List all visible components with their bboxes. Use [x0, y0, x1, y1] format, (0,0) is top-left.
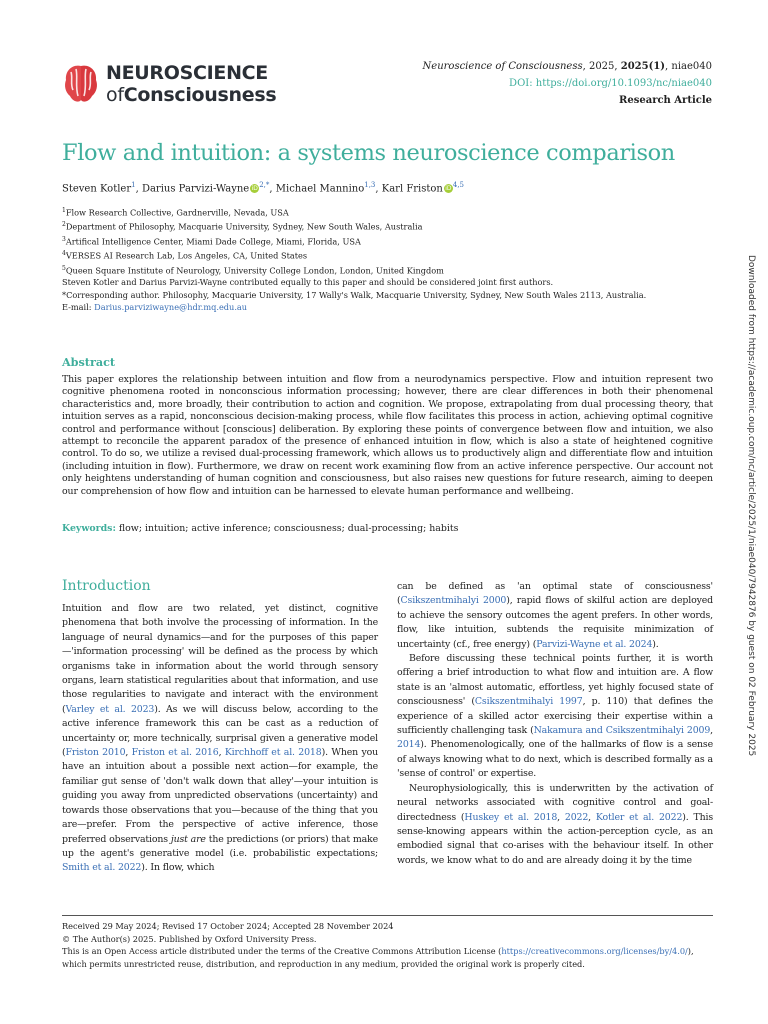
intro-paragraph-1: Intuition and flow are two related, yet distinct, cognitive phenomena that both involve the processing of information. In the language of neural dynamics—and for the purposes of this paper—'information processing' will be defined as the process by which organisms take in information about the world through sensory organs, learn statistical regularities about that information, and use those regularities to navigate and interact with the environment (Varley et al. 2023). As we will discuss below, according to the active inference framework this can be cast as a reduction of uncertainty or, more technically, surprisal given a generative model (Friston 2010, Friston et al. 2016, Kirchhoff et al. 2018). When you have an intuition about a possible next action—for example, the familiar gut sense of 'don't walk down that alley'—your intuition is guiding you away from unpredicted observations (uncertainty) and towards those observations that you—because of the thing that you are—prefer. From the perspective of active inference, those preferred observations just are the predictions (or priors) that make up the agent's generative model (i.e. probabilistic expectations; Smith et al. 2022). In flow, which	[62, 603, 378, 874]
intro-paragraph-1-cont: can be defined as 'an optimal state of consciousness' (Csikszentmihalyi 2000), rapid flows of skilful action are deployed to achieve the sensory outcomes the agent prefers. In other words, flow, like intuition, subtends the requisite minimization of uncertainty (cf., free energy) (Parvizi-Wayne et al. 2024).	[397, 581, 714, 650]
citation-volume: 2025(1)	[620, 61, 666, 72]
intro-column-right	[397, 580, 713, 868]
citation-link[interactable]: Kotler et al. 2022	[595, 811, 683, 823]
citation-link[interactable]: Varley et al. 2023	[65, 703, 155, 715]
affiliation-text: Queen Square Institute of Neurology, University College London, London, United Kingdom	[65, 265, 444, 276]
article-footer	[62, 920, 713, 970]
journal-logo[interactable]	[62, 60, 277, 108]
citation-link[interactable]: Nakamura and Csikszentmihalyi 2009	[533, 725, 711, 737]
logo-title-line1: NEUROSCIENCE	[106, 62, 268, 84]
author-notes	[62, 276, 646, 314]
author-affiliation-marker: 4,5	[452, 181, 465, 189]
abstract-heading: Abstract	[62, 355, 116, 369]
affiliation-number: 5	[62, 264, 66, 272]
article-type: Research Article	[619, 95, 712, 106]
citation-link[interactable]: Friston 2010	[65, 747, 126, 759]
intro-paragraph-2: Before discussing these technical points further, it is worth offering a brief introduction to what flow and intuition are. A flow state is an 'almost automatic, effortless, yet highly focused state of consciousness' (Csikszentmihalyi 1997, p. 110) that defines the experience of a skilled actor exercising their expertise within a sufficiently challenging task (Nakamura and Csikszentmihalyi 2009, 2014). Phenomenologically, one of the hallmarks of flow is a sense of always knowing what to do next, which is described formally as a 'sense of control' or expertise.	[397, 653, 714, 780]
doi-link[interactable]: DOI: https://doi.org/10.1093/nc/niae040	[509, 78, 712, 89]
license-post: ), which permits unrestricted reuse, distribution, and reproduction in any medium, provided the original work is properly cited.	[62, 946, 694, 969]
affiliation-number: 4	[62, 250, 66, 258]
keywords	[62, 523, 458, 534]
affiliation-number: 1	[62, 207, 66, 214]
affiliation-item	[62, 248, 444, 262]
affiliations	[62, 205, 444, 277]
affiliation-number: 3	[62, 235, 66, 243]
citation-id: , niae040	[665, 61, 712, 72]
joint-authorship-note: Steven Kotler and Darius Parvizi-Wayne contributed equally to this paper and should be considered joint first authors.	[62, 277, 554, 287]
journal-name: Neuroscience of Consciousness	[422, 61, 583, 72]
citation-link[interactable]: Parvizi-Wayne et al. 2024	[536, 638, 653, 650]
article-title: Flow and intuition: a systems neuroscience comparison	[62, 140, 675, 166]
article-dates: Received 29 May 2024; Revised 17 October 2024; Accepted 28 November 2024	[62, 921, 394, 931]
author-list: Steven Kotler$^1$, Darius Parvizi-Wayne $iD^{2,*}$, Michael Mannino$^{1,3}$, Karl Friston iD$^{4,5}$	[62, 181, 465, 195]
author-name[interactable]: Darius Parvizi-Wayne	[141, 183, 250, 195]
orcid-icon[interactable]: iD	[445, 185, 452, 193]
intro-paragraph-3: Neurophysiologically, this is underwritten by the activation of neural networks associated with cognitive control and goal-directedness (Huskey et al. 2018, 2022, Kotler et al. 2022). This sense-knowing appears within the action-perception cycle, as an embodied signal that co-arises with the behaviour itself. In other words, we know what to do and are already doing it by the time	[397, 782, 713, 866]
logo-title-line2	[106, 84, 276, 106]
email-label: E-mail:	[62, 302, 95, 313]
affiliation-item	[62, 219, 444, 233]
citation-link[interactable]: 2014	[397, 739, 421, 751]
citation-year: , 2025,	[582, 61, 621, 72]
affiliation-text: VERSES AI Research Lab, Los Angeles, CA, United States	[65, 251, 308, 262]
journal-meta	[423, 58, 712, 109]
author-affiliation-marker: 2,*	[259, 181, 270, 189]
logo-prefix: of	[106, 84, 124, 106]
citation-link[interactable]: 2022	[564, 811, 589, 823]
author-name[interactable]: Karl Friston	[381, 183, 443, 195]
intro-column-left	[62, 602, 378, 876]
keywords-label: Keywords:	[62, 523, 116, 534]
affiliation-text: Artifical Intelligence Center, Miami Dade College, Miami, Florida, USA	[65, 236, 361, 247]
affiliation-item	[62, 234, 444, 248]
email-link[interactable]: Darius.parviziwayne@hdr.mq.edu.au	[94, 302, 248, 313]
affiliation-text: Flow Research Collective, Gardnerville, Nevada, USA	[65, 207, 289, 218]
affiliation-item	[62, 205, 444, 219]
keywords-text: flow; intuition; active inference; consciousness; dual-processing; habits	[118, 523, 459, 534]
logo-main: Consciousness	[123, 84, 277, 106]
author-affiliation-marker: 1,3	[364, 181, 376, 189]
brain-logo-icon	[62, 62, 100, 104]
introduction-heading: Introduction	[62, 578, 151, 594]
affiliation-number: 2	[62, 221, 66, 229]
author-name[interactable]: Steven Kotler	[62, 183, 132, 195]
download-watermark: Downloaded from https://academic.oup.com/nc/article/2025/1/niae040/7942876 by guest on 02 February 2025	[746, 255, 756, 757]
citation-line	[423, 58, 712, 75]
citation-link[interactable]: Csikszentmihalyi 1997	[474, 696, 583, 708]
citation-link[interactable]: Smith et al. 2022	[62, 862, 142, 874]
citation-link[interactable]: Friston et al. 2016	[131, 747, 219, 759]
license-pre: This is an Open Access article distributed under the terms of the Creative Commons Attribution License (	[62, 946, 502, 956]
copyright: © The Author(s) 2025. Published by Oxford University Press.	[62, 933, 317, 944]
citation-link[interactable]: Kirchhoff et al. 2018	[224, 747, 322, 759]
orcid-icon[interactable]: iD	[251, 185, 258, 193]
emphasis-text: just are	[170, 833, 206, 845]
abstract-text: This paper explores the relationship between intuition and flow from a neurodynamics perspective. Flow and intuition represent two cognitive phenomena rooted in nonconscious information processing; however, there are clear differences in both their phenomenal characteristics and, more broadly, their contribution to action and cognition. We propose, extrapolating from dual processing theory, that intuition serves as a rapid, nonconscious decision-making process, while flow facilitates this process in action, achieving optimal cognitive control and performance without [conscious] deliberation. By exploring these points of convergence between flow and intuition, we also attempt to reconcile the apparent paradox of the presence of enhanced intuition in flow, which is also a state of heightened cognitive control. To do so, we utilize a revised dual-processing framework, which allows us to productively align and differentiate flow and intuition (including intuition in flow). Furthermore, we draw on recent work examining flow from an active inference perspective. Our account not only heightens understanding of human cognition and consciousness, but also raises new questions for future research, aiming to deepen our comprehension of how flow and intuition can be harnessed to elevate human performance and wellbeing.	[62, 374, 713, 497]
license-link[interactable]: https://creativecommons.org/licenses/by/4.0/	[501, 946, 688, 956]
email-line	[62, 301, 646, 314]
affiliation-text: Department of Philosophy, Macquarie University, Sydney, New South Wales, Australia	[65, 222, 423, 233]
corresponding-author-note: *Corresponding author. Philosophy, Macquarie University, 17 Wally's Walk, Macquarie University, Sydney, New South Wales 2113, Australia.	[62, 289, 647, 300]
license-statement	[62, 945, 713, 970]
citation-link[interactable]: Csikszentmihalyi 2000	[400, 595, 507, 607]
citation-link[interactable]: Huskey et al. 2018	[464, 811, 558, 823]
author-affiliation-marker: 1	[131, 181, 136, 189]
author-name[interactable]: Michael Mannino	[275, 183, 365, 195]
footer-divider	[62, 915, 713, 916]
